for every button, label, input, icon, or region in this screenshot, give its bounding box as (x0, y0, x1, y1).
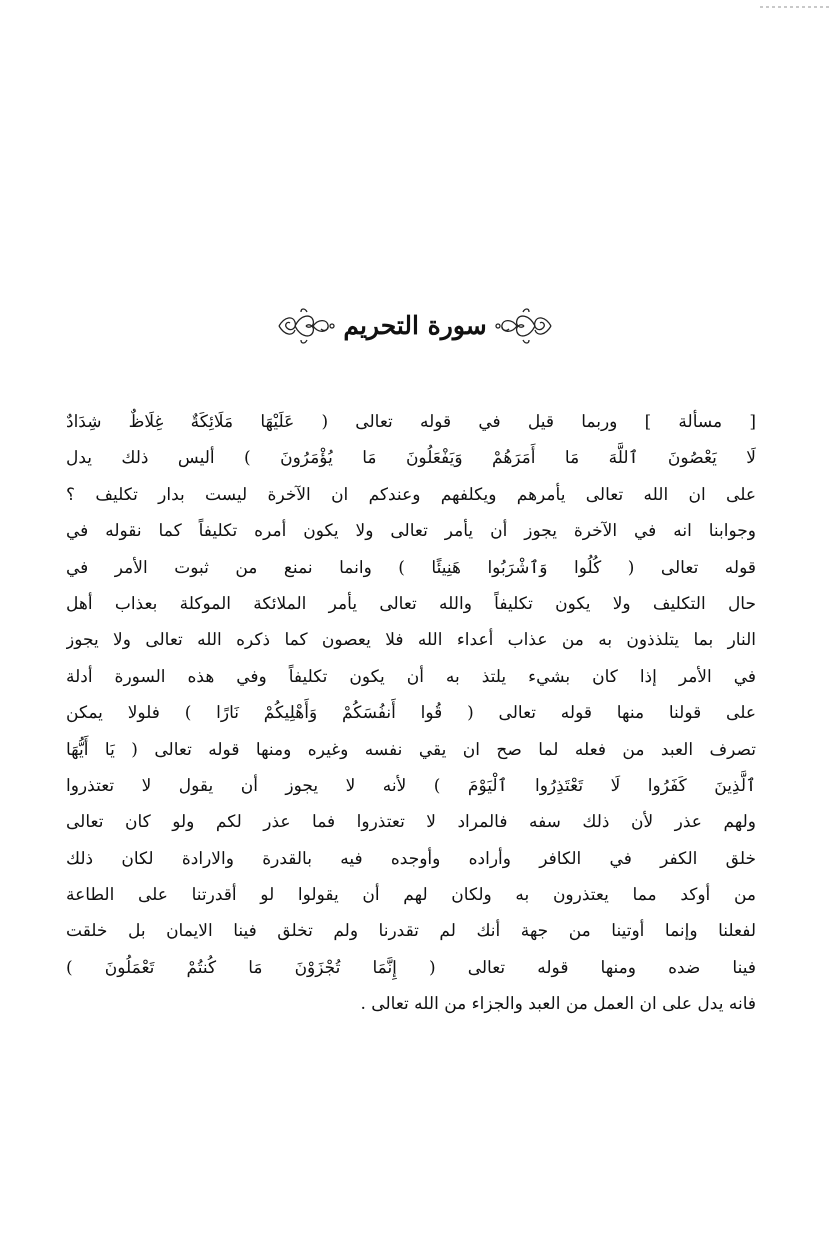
text-line: النار بما يتلذذون به من عذاب أعداء الله فلا يعصون كما ذكره الله تعالى ولا يجوز (66, 630, 756, 651)
text-line: في الأمر إذا كان بشيء يلتذ به أن يكون تكليفاً وفي هذه السورة أدلة (66, 666, 756, 687)
surah-heading (240, 298, 590, 354)
text-line-last: فانه يدل على ان العمل من العبد والجزاء من الله تعالى . (360, 994, 756, 1015)
text-line: فينا ضده ومنها قوله تعالى ( إِنَّمَا تُجْزَوْنَ مَا كُنتُمْ تَعْمَلُونَ ) (66, 957, 756, 978)
text-line: تصرف العبد من فعله لما صح ان يقي نفسه وغيره ومنها قوله تعالى ( يَا أَيُّهَا (66, 739, 756, 760)
text-line: خلق الكفر في الكافر وأراده وأوجده فيه بالقدرة والارادة لكان ذلك (66, 848, 756, 869)
scan-edge-mark (760, 6, 830, 8)
text-line: [ مسألة ] وربما قيل في قوله تعالى ( عَلَيْهَا مَلَائِكَةٌ غِلَاظٌ شِدَادٌ (66, 412, 756, 432)
text-line: وجوابنا انه في الآخرة يجوز أن يأمر تعالى ولا يكون أمره تكليفاً كما نقوله في (66, 521, 756, 542)
text-line: لفعلنا وإنما أوتينا من جهة أنك لم تقدرنا ولم تخلق فينا الايمان بل خلقت (66, 921, 756, 942)
text-line: لَا يَعْصُونَ ٱللَّهَ مَا أَمَرَهُمْ وَيَفْعَلُونَ مَا يُؤْمَرُونَ ) أليس ذلك يدل (66, 448, 756, 469)
ornament-left-icon (275, 306, 337, 346)
text-line: حال التكليف ولا يكون تكليفاً والله تعالى يأمر الملائكة الموكلة بعذاب أهل (66, 593, 756, 614)
text-line: من أوكد مما يعتذرون به ولكان لهم أن يقولوا لو أقدرتنا على الطاعة (66, 885, 756, 906)
commentary-text (66, 404, 756, 1023)
text-line: قوله تعالى ( كُلُوا وَٱشْرَبُوا هَنِيئًا ) وانما نمنع من ثبوت الأمر في (66, 557, 756, 578)
text-line: ٱلَّذِينَ كَفَرُوا لَا تَعْتَذِرُوا ٱلْيَوْمَ ) لأنه لا يجوز أن يقول لا تعتذروا (66, 775, 756, 796)
ornament-right-icon (493, 306, 555, 346)
text-line: ولهم عذر لأن ذلك سفه فالمراد لا تعتذروا فما عذر لكم ولو كان تعالى (66, 812, 756, 833)
text-line: على ان الله تعالى يأمرهم ويكلفهم وعندكم ان الآخرة ليست بدار تكليف ؟ (66, 484, 756, 505)
text-line: على قولنا منها قوله تعالى ( قُوا أَنفُسَكُمْ وَأَهْلِيكُمْ نَارًا ) فلولا يمكن (66, 703, 756, 724)
surah-title: سورة التحريم (343, 311, 487, 340)
